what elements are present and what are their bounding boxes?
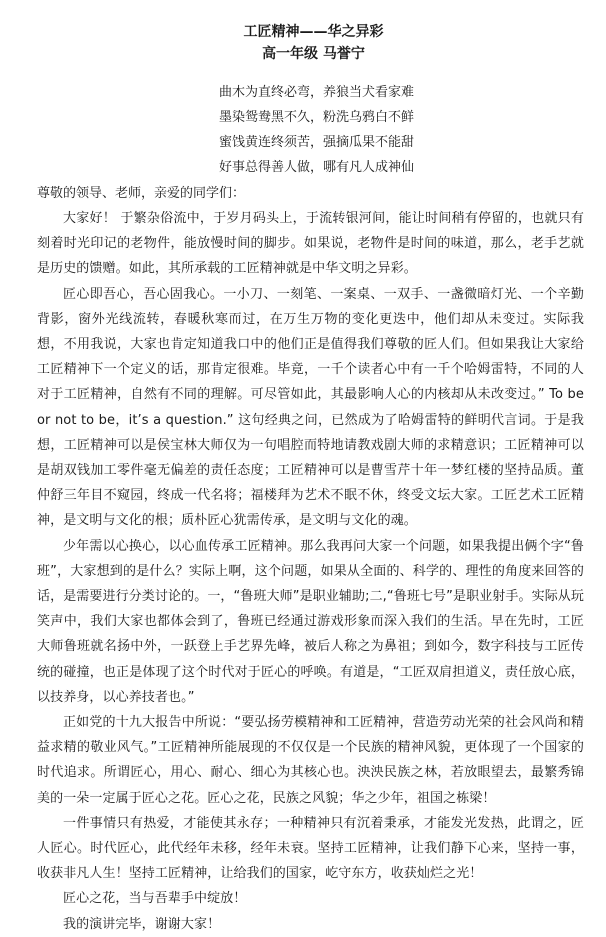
poem-line: 蜜饯黄连终须苦，强摘瓜果不能甜 [219, 135, 415, 150]
speech-paragraph: 正如党的十九大报告中所说：“要弘扬劳模精神和工匠精神，营造劳动光荣的社会风尚和精益求精的敬业风气。”工匠精神所能展现的不仅仅是一个民族的精神风貌，更体现了一个国家的时代追求。所谓匠心，用心、耐心、细心为其核心也。泱泱民族之林，若放眼望去，最繁秀锦美的一朵一定属于匠心之花。匠心之花，民族之风貌；华之少年，祖国之栋梁！ [37, 715, 584, 806]
poem-line: 曲木为直终必弯，养狼当犬看家难 [219, 85, 415, 100]
speech-greeting: 尊敬的领导、老师，亲爱的同学们： [37, 186, 246, 201]
document-title: 工匠精神——华之异彩 [243, 24, 384, 40]
speech-paragraph: 一件事情只有热爱，才能使其永存；一种精神只有沉着秉承，才能发光发热，此谓之，匠人匠心。时代匠心，此代经年未移，经年未衰。坚持工匠精神，让我们静下心来，坚持一事，收获非凡人生！坚持工匠精神，让给我们的国家，屹守东方，收获灿烂之光！ [37, 815, 584, 882]
speech-paragraph: 匠心即吾心，吾心固我心。一小刀、一刻笔、一案桌、一双手、一盏微暗灯光、一个辛勤背影，窗外光线流转，春暖秋寒而过，在万生万物的变化更迭中，他们却从未变过。实际我想，不用我说，大家也肯定知道我口中的他们正是值得我们尊敬的匠人们。但如果我让大家给工匠精神下一个定义的话，那肯定很难。毕竟，一千个读者心中有一千个哈姆雷特，不同的人对于工匠精神，自然有不同的理解。可尽管如此，其最影响人心的内核却从未改变过。” To be or not to be，it’s a question.” 这句经典之问，已然成为了哈姆雷特的鲜明代言词。于是我想，工匠精神可以是侯宝林大师仅为一句唱腔而特地请教戏剧大师的求精意识；工匠精神可以是胡双钱加工零件毫无偏差的责任态度；工匠精神可以是曹雪芹十年一梦红楼的坚持品质。董仲舒三年目不窥园，终成一代名将；福楼拜为艺术不眠不休，终受文坛大家。工匠艺术工匠精神，是文明与文化的根；质朴匠心犹需传承，是文明与文化的魂。 [37, 286, 584, 529]
speech-paragraph: 大家好！ 于繁杂俗流中，于岁月码头上，于流转银河间，能让时间稍有停留的，也就只有刻着时光印记的老物件，能放慢时间的脚步。如果说，老物件是时间的味道，那么，老手艺就是历史的馈赠。如此，其所承载的工匠精神就是中华文明之异彩。 [37, 211, 584, 277]
opening-poem [219, 80, 584, 180]
author-byline: 高一年级 马誉宁 [262, 46, 365, 62]
speech-paragraph: 匠心之花，当与吾辈手中绽放！ [63, 891, 247, 907]
speech-paragraph: 少年需以心换心，以心血传承工匠精神。那么我再问大家一个问题，如果我提出俩个字“鲁班”，大家想到的是什么？实际上啊，这个问题，如果从全面的、科学的、理性的角度来回答的话，是需要进行分类讨论的。一，“鲁班大师”是职业辅助;二,“鲁班七号”是职业射手。实际从玩笑声中，我们大家也都体会到了，鲁班已经通过游戏形象而深入我们的生活。早在先时，工匠大师鲁班就名扬中外，一跃登上手艺界先峰，被后人称之为鼻祖；到如今，数字科技与工匠传统的碰撞，也正是体现了这个时代对于匠心的呼唤。有道是，“工匠双肩担道义，责任放心底，以技养身，以心养技者也。” [37, 538, 584, 705]
poem-line: 墨染鸳鸯黑不久，粉洗乌鸦白不鲜 [219, 110, 415, 125]
speech-closing: 我的演讲完毕，谢谢大家！ [63, 916, 221, 932]
poem-line: 好事总得善人做，哪有凡人成神仙 [219, 160, 415, 175]
